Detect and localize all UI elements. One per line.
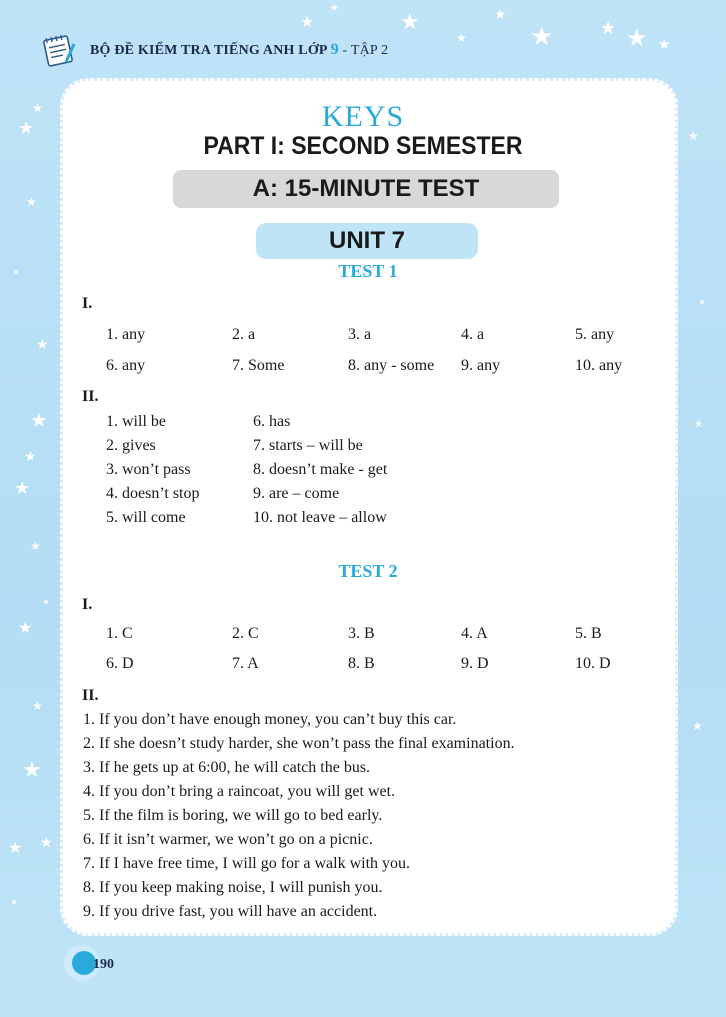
answer-item: 3. won’t pass (106, 461, 191, 478)
answer-item: 6. any (106, 357, 146, 374)
answer-item: 1. any (106, 326, 146, 343)
test1-part2-label: II. (82, 388, 99, 405)
sentence-item: 9. If you drive fast, you will have an accident. (83, 903, 378, 920)
answer-item: 3. a (348, 326, 372, 343)
book-title-main: BỘ ĐỀ KIỂM TRA TIẾNG ANH LỚP (90, 43, 327, 58)
test1-part1-row2 (0, 357, 726, 379)
answer-item: 6. has (253, 413, 291, 430)
answer-item: 10. not leave – allow (253, 509, 387, 526)
page-number: 190 (93, 957, 114, 972)
sentence-item: 5. If the film is boring, we will go to bed early. (83, 807, 383, 824)
answer-item: 7. A (232, 655, 259, 672)
test2-part1-row1 (0, 625, 726, 647)
book-title-grade: 9 (330, 41, 339, 58)
test2-part1-row2 (0, 655, 726, 677)
book-title (90, 41, 388, 59)
answer-item: 3. B (348, 625, 375, 642)
sentence-item: 1. If you don’t have enough money, you can’t buy this car. (83, 711, 457, 728)
answer-item: 10. any (575, 357, 623, 374)
answer-item: 4. A (461, 625, 488, 642)
answer-item: 5. any (575, 326, 615, 343)
test2-part2-label: II. (82, 687, 99, 704)
answer-item: 1. C (106, 625, 133, 642)
sentence-item: 4. If you don’t bring a raincoat, you will get wet. (83, 783, 396, 800)
answer-item: 7. starts – will be (253, 437, 363, 454)
answer-item: 2. C (232, 625, 259, 642)
keys-heading: KEYS (321, 100, 405, 133)
answer-item: 2. a (232, 326, 256, 343)
sentence-item: 6. If it isn’t warmer, we won’t go on a picnic. (83, 831, 373, 848)
test2-title: TEST 2 (338, 561, 398, 581)
test1-title: TEST 1 (338, 261, 398, 281)
answer-item: 8. any - some (348, 357, 435, 374)
part-heading: PART I: SECOND SEMESTER (203, 132, 523, 160)
answer-item: 8. B (348, 655, 375, 672)
answer-item: 5. will come (106, 509, 186, 526)
sentence-item: 8. If you keep making noise, I will punish you. (83, 879, 383, 896)
test1-part1-label: I. (82, 295, 93, 312)
section-heading: A: 15-MINUTE TEST (173, 170, 559, 208)
unit-heading: UNIT 7 (256, 223, 478, 259)
answer-item: 9. are – come (253, 485, 340, 502)
answer-item: 7. Some (232, 357, 285, 374)
answer-item: 9. D (461, 655, 489, 672)
test1-part1-row1 (0, 326, 726, 348)
answer-item: 5. B (575, 625, 602, 642)
book-header (40, 30, 388, 70)
answer-item: 8. doesn’t make - get (253, 461, 388, 478)
test2-part1-label: I. (82, 596, 93, 613)
answer-item: 10. D (575, 655, 611, 672)
answer-item: 9. any (461, 357, 501, 374)
notebook-icon (40, 32, 78, 68)
answer-item: 4. doesn’t stop (106, 485, 200, 502)
answer-item: 2. gives (106, 437, 156, 454)
answer-item: 6. D (106, 655, 134, 672)
book-title-sub: - TẬP 2 (338, 43, 389, 58)
sentence-item: 7. If I have free time, I will go for a walk with you. (83, 855, 411, 872)
sentence-item: 3. If he gets up at 6:00, he will catch the bus. (83, 759, 371, 776)
answer-item: 4. a (461, 326, 485, 343)
answer-item: 1. will be (106, 413, 166, 430)
sentence-item: 2. If she doesn’t study harder, she won’t pass the final examination. (83, 735, 515, 752)
